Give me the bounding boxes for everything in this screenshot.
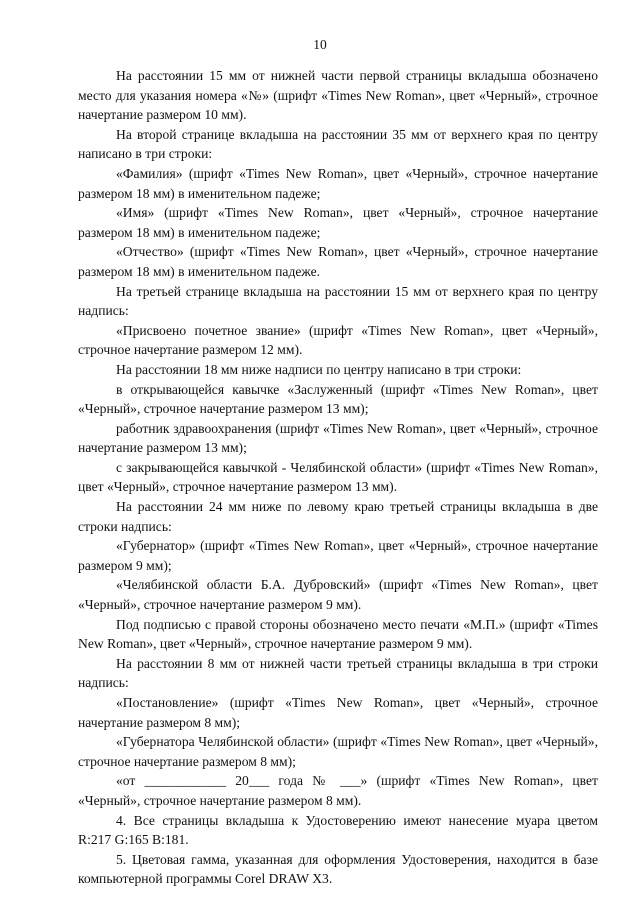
paragraph-12-left-edge-intro: На расстоянии 24 мм ниже по левому краю третьей страницы вкладыша в две строки надпись: xyxy=(78,499,598,534)
paragraph-8-three-lines-intro: На расстоянии 18 мм ниже надписи по центру написано в три строки: xyxy=(116,361,522,377)
paragraph-21-color-scheme: 5. Цветовая гамма, указанная для оформления Удостоверения, находится в базе компьютерной программы Corel DRAW X3. xyxy=(78,851,598,887)
paragraph-16-bottom-intro: На расстоянии 8 мм от нижней части третьей страницы вкладыша в три строки надпись: xyxy=(78,655,598,691)
paragraph-19-date-number: «от ____________ 20___ года № ___» (шрифт «Times New Roman», цвет «Черный», строчное начертание размером 8 мм). xyxy=(78,773,598,808)
paragraph-10-health-worker-line: работник здравоохранения (шрифт «Times New Roman», цвет «Черный», строчное начертание размером 13 мм); xyxy=(78,420,598,456)
paragraph-1-first-page-number-place: На расстоянии 15 мм от нижней части первой страницы вкладыша обозначено место для указания номера «№» (шрифт «Times New Roman», цвет «Черный», строчное начертание размером 10 мм). xyxy=(78,68,598,123)
paragraph-18-governor-region: «Губернатора Челябинской области» (шрифт «Times New Roman», цвет «Черный», строчное начертание размером 8 мм); xyxy=(78,734,598,769)
paragraph-9-honored-line: в открывающейся кавычке «Заслуженный (шрифт «Times New Roman», цвет «Черный», строчное начертание размером 13 мм); xyxy=(78,381,598,417)
paragraph-20-moire-color: 4. Все страницы вкладыша к Удостоверению имеют нанесение муара цветом R:217 G:165 B:181. xyxy=(78,812,598,848)
paragraph-14-governor-name: «Челябинской области Б.А. Дубровский» (шрифт «Times New Roman», цвет «Черный», строчное начертание размером 9 мм). xyxy=(78,577,598,613)
paragraph-5-patronymic: «Отчество» (шрифт «Times New Roman», цвет «Черный», строчное начертание размером 18 мм) в именительном падеже. xyxy=(78,244,598,279)
paragraph-17-resolution: «Постановление» (шрифт «Times New Roman», цвет «Черный», строчное начертание размером 8 мм); xyxy=(78,695,598,730)
paragraph-11-region-line: с закрывающейся кавычкой - Челябинской области» (шрифт «Times New Roman», цвет «Черный», строчное начертание размером 13 мм). xyxy=(78,459,598,495)
page-number: 10 xyxy=(313,37,327,52)
paragraph-6-third-page-intro: На третьей странице вкладыша на расстоянии 15 мм от верхнего края по центру надпись: xyxy=(78,283,598,319)
paragraph-15-stamp-place: Под подписью с правой стороны обозначено место печати «М.П.» (шрифт «Times New Roman», цвет «Черный», строчное начертание размером 9 мм). xyxy=(78,616,598,652)
paragraph-2-second-page-intro: На второй странице вкладыша на расстоянии 35 мм от верхнего края по центру написано в три строки: xyxy=(78,126,598,162)
document-body xyxy=(78,66,598,889)
paragraph-13-governor: «Губернатор» (шрифт «Times New Roman», цвет «Черный», строчное начертание размером 9 мм); xyxy=(78,538,598,573)
paragraph-4-name: «Имя» (шрифт «Times New Roman», цвет «Черный», строчное начертание размером 18 мм) в именительном падеже; xyxy=(78,205,598,240)
paragraph-7-honorary-title: «Присвоено почетное звание» (шрифт «Times New Roman», цвет «Черный», строчное начертание размером 12 мм). xyxy=(78,322,598,358)
paragraph-3-surname: «Фамилия» (шрифт «Times New Roman», цвет «Черный», строчное начертание размером 18 мм) в именительном падеже; xyxy=(78,165,598,201)
